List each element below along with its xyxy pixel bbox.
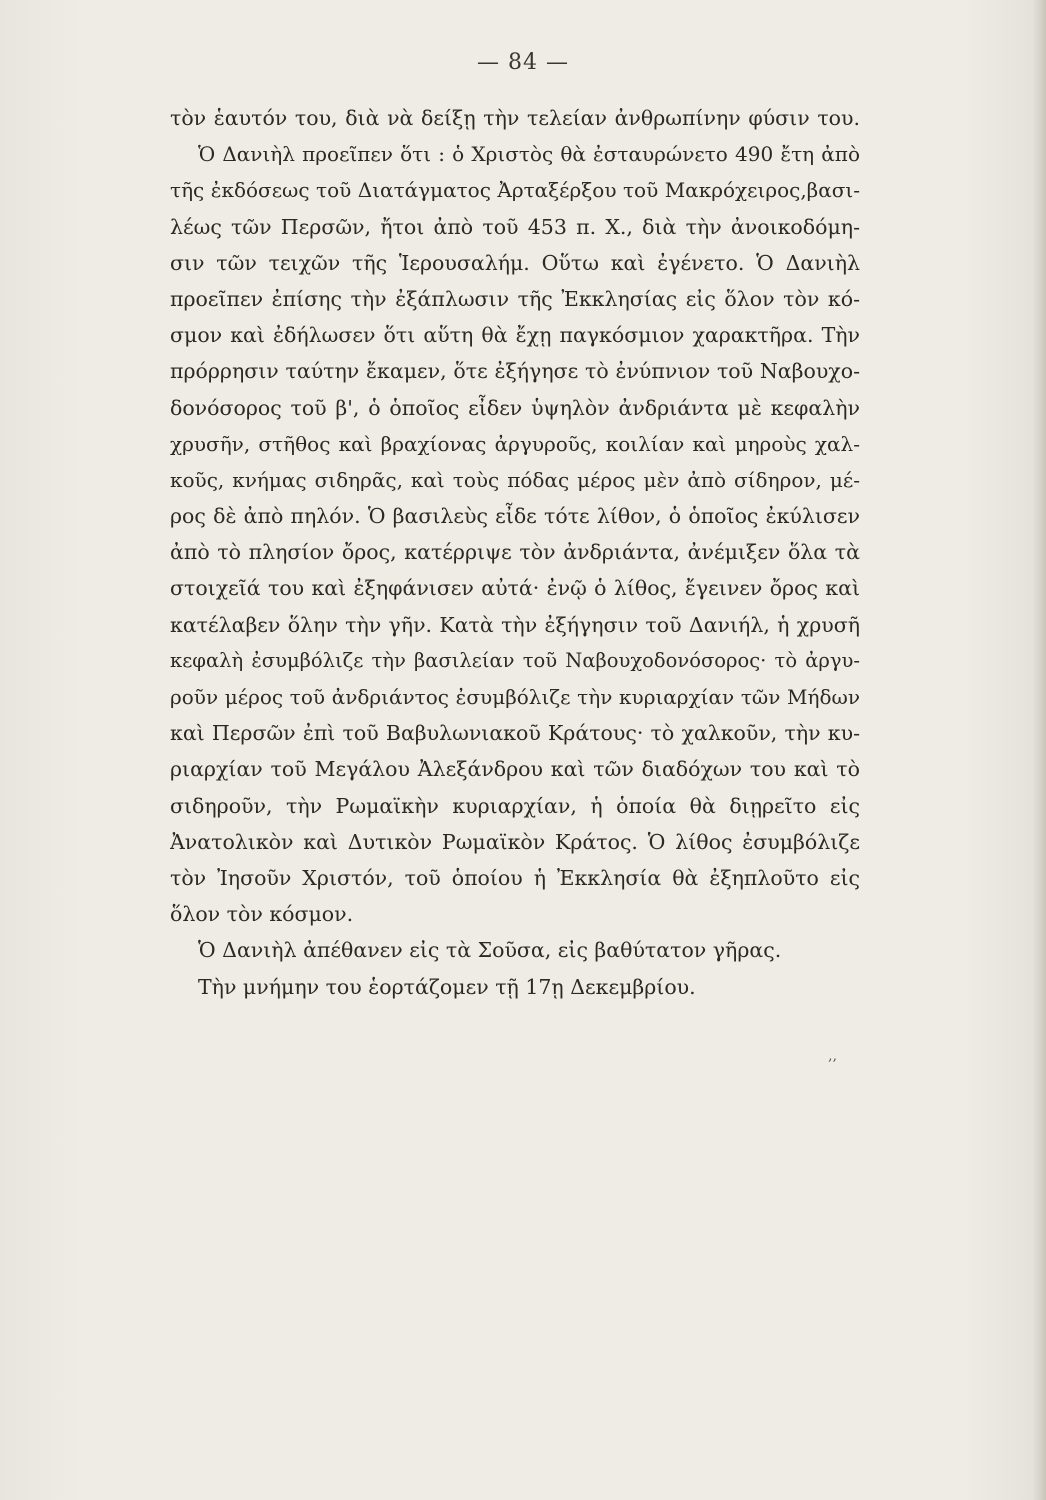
text-line-7: σμον καὶ ἐδήλωσεν ὅτι αὕτη θὰ ἔχῃ παγκόσμιον χαρακτῆρα. Τὴν bbox=[170, 323, 860, 348]
page-binding-edge bbox=[1032, 0, 1046, 1500]
text-line-24: Ὁ Δανιὴλ ἀπέθανεν εἰς τὰ Σοῦσα, εἰς βαθύτατον γῆρας. bbox=[198, 938, 782, 963]
text-line-5: σιν τῶν τειχῶν τῆς Ἱερουσαλήμ. Οὕτω καὶ ἐγένετο. Ὁ Δανιὴλ bbox=[170, 250, 860, 275]
text-line-15: κατέλαβεν ὅλην τὴν γῆν. Κατὰ τὴν ἐξήγησιν τοῦ Δανιήλ, ἡ χρυσῆ bbox=[170, 612, 860, 637]
text-line-2: Ὁ Δανιὴλ προεῖπεν ὅτι : ὁ Χριστὸς θὰ ἐσταυρώνετο 490 ἔτη ἀπὸ bbox=[198, 142, 860, 167]
text-line-17: ροῦν μέρος τοῦ ἀνδριάντος ἐσυμβόλιζε τὴν κυριαρχίαν τῶν Μήδων bbox=[170, 685, 860, 709]
text-line-11: κοῦς, κνήμας σιδηρᾶς, καὶ τοὺς πόδας μέρος μὲν ἀπὸ σίδηρον, μέ- bbox=[170, 467, 860, 492]
text-line-23: ὅλον τὸν κόσμον. bbox=[170, 902, 354, 927]
text-line-6: προεῖπεν ἐπίσης τὴν ἐξάπλωσιν τῆς Ἐκκλησίας εἰς ὅλον τὸν κό- bbox=[170, 286, 860, 311]
text-line-18: καὶ Περσῶν ἐπὶ τοῦ Βαβυλωνιακοῦ Κράτους· τὸ χαλκοῦν, τὴν κυ- bbox=[170, 721, 860, 746]
page-number: — 84 — bbox=[477, 50, 569, 75]
text-line-25: Τὴν μνήμην του ἑορτάζομεν τῇ 17ῃ Δεκεμβρίου. bbox=[198, 974, 696, 999]
text-line-8: πρόρρησιν ταύτην ἔκαμεν, ὅτε ἐξήγησε τὸ ἐνύπνιον τοῦ Ναβουχο- bbox=[170, 359, 860, 384]
text-line-16: κεφαλὴ ἐσυμβόλιζε τὴν βασιλείαν τοῦ Ναβουχοδονόσορος· τὸ ἀργυ- bbox=[170, 648, 860, 672]
stray-ink-mark: ‚‚ bbox=[828, 1048, 837, 1064]
text-line-14: στοιχεῖά του καὶ ἐξηφάνισεν αὐτά· ἐνῷ ὁ λίθος, ἔγεινεν ὄρος καὶ bbox=[170, 576, 860, 601]
text-line-1: τὸν ἑαυτόν του, διὰ νὰ δείξῃ τὴν τελείαν ἀνθρωπίνην φύσιν του. bbox=[170, 106, 860, 130]
text-line-22: τὸν Ἰησοῦν Χριστόν, τοῦ ὁποίου ἡ Ἐκκλησία θὰ ἐξηπλοῦτο εἰς bbox=[170, 865, 860, 890]
text-line-4: λέως τῶν Περσῶν, ἤτοι ἀπὸ τοῦ 453 π. Χ., διὰ τὴν ἀνοικοδόμη- bbox=[170, 214, 860, 239]
text-line-3: τῆς ἐκδόσεως τοῦ Διατάγματος Ἀρταξέρξου τοῦ Μακρόχειρος,βασι- bbox=[170, 178, 860, 203]
text-line-10: χρυσῆν, στῆθος καὶ βραχίονας ἀργυροῦς, κοιλίαν καὶ μηροὺς χαλ- bbox=[170, 431, 860, 456]
body-text bbox=[170, 100, 860, 1005]
text-line-20: σιδηροῦν, τὴν Ρωμαϊκὴν κυριαρχίαν, ἡ ὁποία θὰ διῃρεῖτο εἰς bbox=[170, 793, 860, 818]
text-line-12: ρος δὲ ἀπὸ πηλόν. Ὁ βασιλεὺς εἶδε τότε λίθον, ὁ ὁποῖος ἐκύλισεν bbox=[170, 504, 860, 529]
text-line-21: Ἀνατολικὸν καὶ Δυτικὸν Ρωμαϊκὸν Κράτος. Ὁ λίθος ἐσυμβόλιζε bbox=[170, 829, 860, 854]
text-line-19: ριαρχίαν τοῦ Μεγάλου Ἀλεξάνδρου καὶ τῶν διαδόχων του καὶ τὸ bbox=[170, 757, 860, 782]
text-line-13: ἀπὸ τὸ πλησίον ὄρος, κατέρριψε τὸν ἀνδριάντα, ἀνέμιξεν ὅλα τὰ bbox=[170, 540, 860, 565]
text-line-9: δονόσορος τοῦ β', ὁ ὁποῖος εἶδεν ὑψηλὸν ἀνδριάντα μὲ κεφαλὴν bbox=[170, 395, 860, 420]
